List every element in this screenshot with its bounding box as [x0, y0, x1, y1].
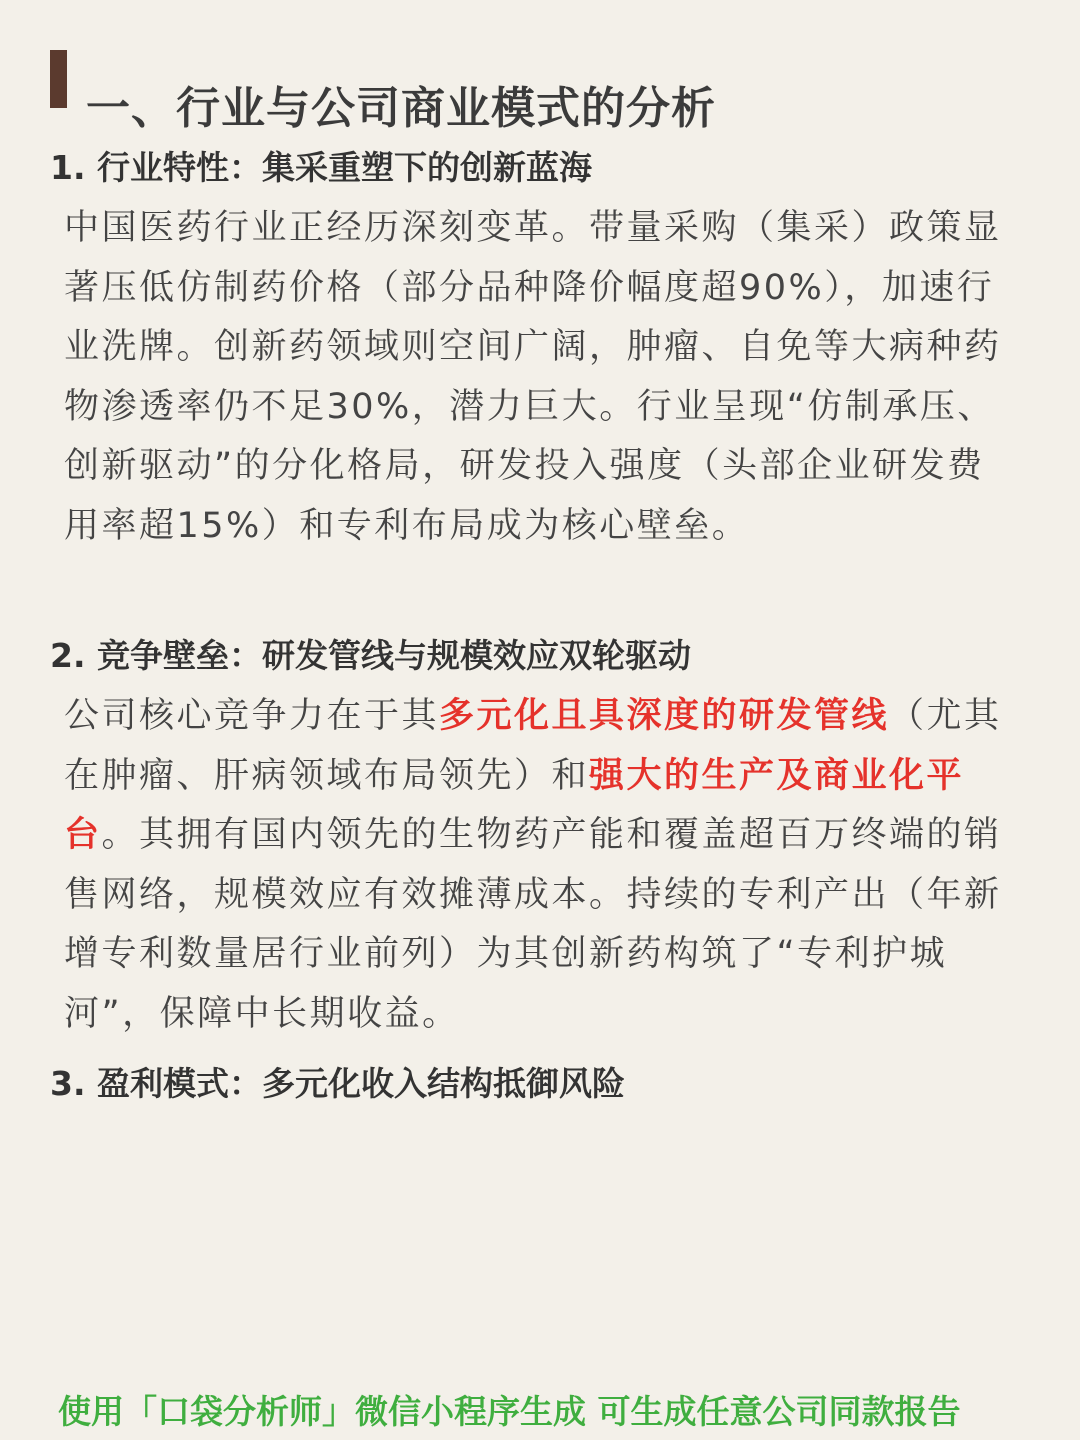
- section-3-heading: 3. 盈利模式：多元化收入结构抵御风险: [50, 1064, 625, 1103]
- title-accent-bar: [50, 50, 67, 108]
- section-2-heading: 2. 竞争壁垒：研发管线与规模效应双轮驱动: [50, 636, 691, 675]
- section-1-paragraph: 中国医药行业正经历深刻变革。带量采购（集采）政策显著压低仿制药价格（部分品种降价幅度超90%），加速行业洗牌。创新药领域则空间广阔，肿瘤、自免等大病种药物渗透率仍不足30%，潜力巨大。行业呈现“仿制承压、创新驱动”的分化格局，研发投入强度（头部企业研发费用率超15%）和专利布局成为核心壁垒。: [64, 208, 1002, 546]
- footer-promo-text: 使用「口袋分析师」微信小程序生成 可生成任意公司同款报告: [58, 1392, 961, 1431]
- highlight-rd-pipeline: 多元化且具深度的研发管线: [439, 696, 890, 736]
- page-title: 一、行业与公司商业模式的分析: [86, 83, 716, 134]
- highlight-commercial-platform: 强大的生产及商业化平台: [64, 755, 965, 855]
- section-2-text-a: 公司核心竞争力在于其: [64, 696, 440, 736]
- section-2-paragraph: [64, 687, 1014, 1044]
- section-2-text-c: 。其拥有国内领先的生物药产能和覆盖超百万终端的销售网络，规模效应有效摊薄成本。持续的专利产出（年新增专利数量居行业前列）为其创新药构筑了“专利护城河”，保障中长期收益。: [64, 815, 1002, 1034]
- section-2-text-b: （尤其在肿瘤、肝病领域布局领先）和: [64, 696, 1002, 796]
- section-1-heading: 1. 行业特性：集采重塑下的创新蓝海: [50, 148, 592, 187]
